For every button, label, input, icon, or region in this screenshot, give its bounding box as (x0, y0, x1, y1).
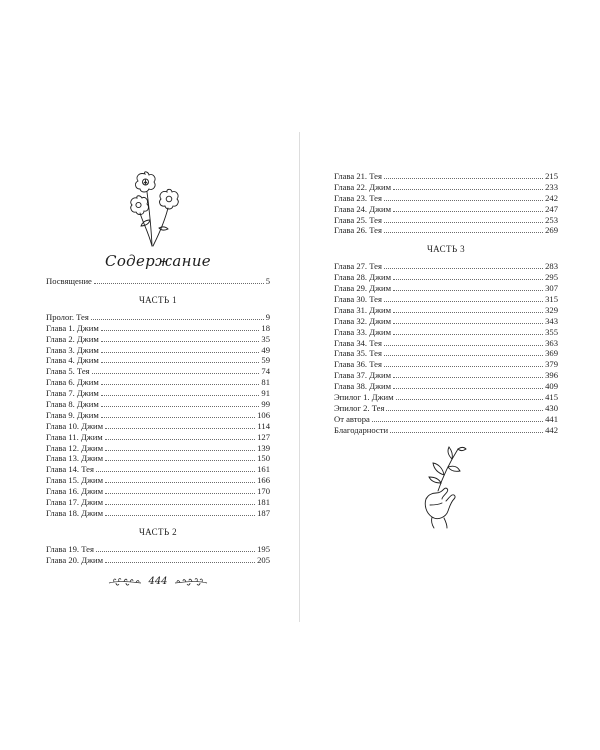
toc-entry-page: 363 (545, 337, 558, 348)
toc-entry-page: 441 (545, 413, 558, 424)
toc-entry-page: 329 (545, 304, 558, 315)
floral-ornament-icon (108, 577, 142, 587)
toc-entry (334, 283, 558, 294)
toc-entry (334, 272, 558, 283)
toc-entry-page: 187 (257, 507, 270, 518)
toc-entry-label: Глава 35. Тея (334, 348, 382, 359)
dot-leader (384, 267, 543, 269)
toc-entry-label: Глава 22. Джим (334, 181, 392, 192)
toc-entry-page: 18 (261, 322, 270, 333)
dot-leader (105, 514, 255, 516)
toc-entry (334, 294, 558, 305)
toc-entry-page: 106 (257, 409, 270, 420)
dot-leader (96, 550, 255, 552)
toc-entry-label: Глава 20. Джим (46, 554, 104, 565)
dot-leader (101, 405, 260, 407)
dot-leader (384, 354, 543, 356)
dot-leader (384, 231, 543, 233)
toc-entry (334, 359, 558, 370)
toc-entry (334, 215, 558, 226)
toc-entry-page: 195 (257, 543, 270, 554)
toc-entry-label: Глава 34. Тея (334, 337, 382, 348)
toc-list-part2-continued (334, 171, 558, 236)
dot-leader (96, 470, 255, 472)
floral-ornament-icon (174, 577, 208, 587)
dot-leader (396, 398, 544, 400)
dot-leader (91, 318, 264, 320)
part-heading: ЧАСТЬ 1 (138, 294, 178, 305)
toc-entry-page: 269 (545, 225, 558, 236)
toc-entry (46, 388, 270, 399)
dot-leader (105, 438, 255, 440)
toc-entry (46, 421, 270, 432)
page-gutter (299, 132, 300, 622)
toc-entry-label: Глава 23. Тея (334, 192, 382, 203)
toc-entry (334, 204, 558, 215)
dot-leader (101, 329, 260, 331)
right-page (334, 171, 558, 436)
dot-leader (393, 188, 543, 190)
toc-entry-page: 139 (257, 442, 270, 453)
toc-entry-page: 35 (261, 333, 270, 344)
toc-entry-page: 283 (545, 261, 558, 272)
dot-leader (384, 344, 543, 346)
left-page (46, 168, 270, 587)
toc-entry-label: Глава 12. Джим (46, 442, 104, 453)
toc-entry-page: 99 (261, 399, 270, 410)
toc-entry (334, 316, 558, 327)
toc-entry-page: 315 (545, 294, 558, 305)
dot-leader (101, 361, 260, 363)
dot-leader (372, 420, 543, 422)
toc-entry-label: Глава 24. Джим (334, 203, 392, 214)
toc-entry (334, 261, 558, 272)
toc-entry (46, 377, 270, 388)
toc-entry-label: Глава 3. Джим (46, 344, 99, 355)
toc-entry (334, 403, 558, 414)
dot-leader (393, 376, 543, 378)
toc-entry (46, 366, 270, 377)
dot-leader (105, 449, 255, 451)
toc-entry-label: Глава 2. Джим (46, 333, 99, 344)
toc-entry-page: 233 (545, 181, 558, 192)
dot-leader (105, 492, 255, 494)
toc-entry-page: 409 (545, 381, 558, 392)
dot-leader (393, 322, 543, 324)
toc-entry (334, 338, 558, 349)
toc-entry-label: Глава 11. Джим (46, 431, 103, 442)
toc-title: Содержание (105, 252, 211, 270)
toc-entry-page: 379 (545, 359, 558, 370)
toc-entry-page: 369 (545, 348, 558, 359)
toc-entry-label: Глава 9. Джим (46, 409, 99, 420)
hand-holding-branch-icon (414, 443, 474, 529)
toc-entry-label: Глава 37. Джим (334, 370, 392, 381)
toc-entry-page: 295 (545, 272, 558, 283)
toc-entry-label: Глава 26. Тея (334, 225, 382, 236)
toc-entry-label: Глава 29. Джим (334, 283, 392, 294)
dedication-list (46, 276, 270, 287)
dot-leader (393, 210, 543, 212)
toc-entry-page: 242 (545, 192, 558, 203)
toc-entry (46, 486, 270, 497)
toc-entry-label: Глава 13. Джим (46, 453, 104, 464)
poppy-flowers-icon (123, 168, 193, 248)
dot-leader (101, 340, 260, 342)
dot-leader (105, 459, 255, 461)
toc-entry-page: 81 (261, 377, 270, 388)
toc-entry-page: 253 (545, 214, 558, 225)
toc-entry-label: Глава 4. Джим (46, 355, 99, 366)
toc-entry (334, 392, 558, 403)
toc-list-part3 (334, 261, 558, 435)
toc-entry-page: 247 (545, 203, 558, 214)
toc-entry (46, 464, 270, 475)
toc-entry-label: От автора (334, 413, 370, 424)
toc-entry-page: 343 (545, 315, 558, 326)
part-heading: ЧАСТЬ 3 (426, 244, 466, 255)
dot-leader (384, 199, 543, 201)
dot-leader (393, 333, 543, 335)
toc-entry-label: Глава 16. Джим (46, 486, 104, 497)
toc-entry (334, 305, 558, 316)
toc-entry-label: Глава 32. Джим (334, 315, 392, 326)
toc-entry (46, 312, 270, 323)
dot-leader (92, 372, 260, 374)
toc-entry (46, 410, 270, 421)
toc-entry-page: 74 (261, 366, 270, 377)
toc-entry-page: 215 (545, 171, 558, 181)
toc-entry (334, 182, 558, 193)
dot-leader (384, 177, 543, 179)
toc-entry (46, 453, 270, 464)
toc-entry-label: Глава 30. Тея (334, 294, 382, 305)
toc-list-part1 (46, 312, 270, 519)
toc-entry-page: 181 (257, 497, 270, 508)
toc-entry (46, 276, 270, 287)
dot-leader (393, 387, 543, 389)
dot-leader (94, 282, 264, 284)
toc-entry-label: Глава 27. Тея (334, 261, 382, 272)
toc-entry (46, 443, 270, 454)
toc-entry-label: Глава 18. Джим (46, 507, 104, 518)
toc-entry-page: 91 (261, 388, 270, 399)
toc-entry-label: Глава 36. Тея (334, 359, 382, 370)
toc-entry-page: 127 (257, 431, 270, 442)
toc-entry-page: 170 (257, 486, 270, 497)
toc-entry (334, 171, 558, 182)
toc-entry-page: 415 (545, 392, 558, 403)
toc-entry-page: 355 (545, 326, 558, 337)
toc-entry (46, 334, 270, 345)
toc-entry-page: 150 (257, 453, 270, 464)
toc-entry-label: Благодарности (334, 424, 389, 435)
toc-entry-label: Глава 17. Джим (46, 497, 104, 508)
toc-entry-label: Глава 1. Джим (46, 322, 99, 333)
dot-leader (101, 394, 260, 396)
dot-leader (105, 503, 255, 505)
toc-entry-page: 161 (257, 464, 270, 475)
toc-entry-label: Глава 19. Тея (46, 543, 94, 554)
toc-entry-label: Посвящение (46, 276, 92, 286)
toc-entry-label: Глава 7. Джим (46, 388, 99, 399)
toc-entry (46, 345, 270, 356)
toc-entry-label: Глава 33. Джим (334, 326, 392, 337)
toc-entry-page: 396 (545, 370, 558, 381)
toc-entry-page: 307 (545, 283, 558, 294)
toc-entry-page: 442 (545, 424, 558, 435)
dot-leader (101, 351, 260, 353)
page-footer (46, 576, 270, 587)
toc-entry-label: Глава 8. Джим (46, 399, 99, 410)
toc-entry-page: 114 (257, 420, 270, 431)
toc-entry-label: Глава 10. Джим (46, 420, 104, 431)
toc-entry-page: 49 (261, 344, 270, 355)
toc-entry-label: Эпилог 1. Джим (334, 392, 394, 403)
toc-entry-label: Эпилог 2. Тея (334, 402, 385, 413)
toc-entry (334, 414, 558, 425)
toc-entry-page: 205 (257, 554, 270, 565)
toc-entry (334, 327, 558, 338)
toc-entry (46, 355, 270, 366)
toc-entry-page: 5 (265, 276, 270, 286)
toc-entry (46, 555, 270, 566)
dot-leader (101, 383, 260, 385)
toc-entry (46, 432, 270, 443)
toc-entry (334, 370, 558, 381)
dot-leader (390, 431, 543, 433)
toc-list-part2 (46, 544, 270, 566)
dot-leader (105, 427, 255, 429)
toc-entry (334, 348, 558, 359)
toc-entry-label: Глава 6. Джим (46, 377, 99, 388)
dot-leader (384, 365, 543, 367)
dot-leader (101, 416, 255, 418)
dot-leader (393, 278, 543, 280)
dot-leader (393, 289, 543, 291)
toc-entry-label: Глава 38. Джим (334, 381, 392, 392)
toc-entry-label: Глава 5. Тея (46, 366, 90, 377)
toc-entry (334, 225, 558, 236)
dot-leader (384, 300, 543, 302)
toc-entry (46, 497, 270, 508)
toc-entry (46, 544, 270, 555)
dot-leader (386, 409, 543, 411)
toc-entry-label: Глава 31. Джим (334, 304, 392, 315)
page-number: 444 (148, 576, 168, 587)
toc-entry (334, 425, 558, 436)
toc-entry-label: Глава 25. Тея (334, 214, 382, 225)
toc-entry-label: Глава 14. Тея (46, 464, 94, 475)
toc-entry-label: Глава 21. Тея (334, 171, 382, 181)
dot-leader (105, 481, 255, 483)
toc-entry-page: 430 (545, 402, 558, 413)
toc-entry-label: Пролог. Тея (46, 311, 89, 322)
toc-entry-page: 59 (261, 355, 270, 366)
dot-leader (105, 561, 255, 563)
toc-entry (334, 381, 558, 392)
toc-entry (334, 193, 558, 204)
toc-entry (46, 323, 270, 334)
toc-entry (46, 399, 270, 410)
toc-entry-label: Глава 28. Джим (334, 272, 392, 283)
dot-leader (393, 311, 543, 313)
toc-entry-page: 166 (257, 475, 270, 486)
toc-entry-label: Глава 15. Джим (46, 475, 104, 486)
dot-leader (384, 221, 543, 223)
part-heading: ЧАСТЬ 2 (138, 526, 178, 537)
toc-entry (46, 475, 270, 486)
toc-entry-page: 9 (265, 311, 270, 322)
toc-entry (46, 508, 270, 519)
